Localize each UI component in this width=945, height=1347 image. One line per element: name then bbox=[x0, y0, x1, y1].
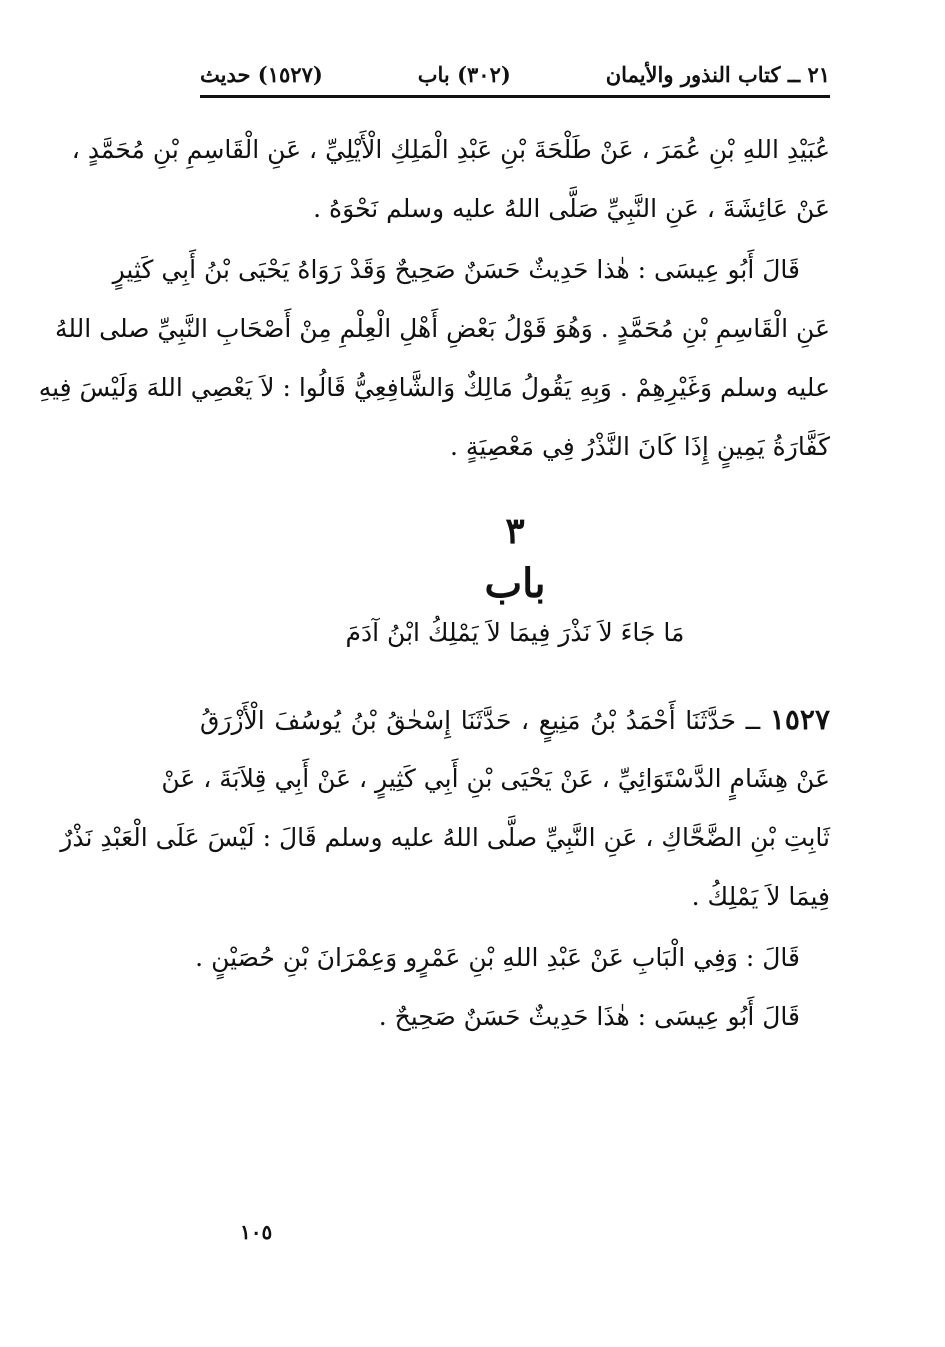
hadith-number: ١٥٢٧ bbox=[769, 703, 830, 736]
text-line: قَالَ : وَفِي الْبَابِ عَنْ عَبْدِ اللهِ بْنِ عَمْرٍو وَعِمْرَانَ بْنِ حُصَيْنٍ . bbox=[195, 943, 800, 972]
text-line bbox=[200, 690, 830, 749]
header-chapter: (٣٠٢) باب bbox=[417, 61, 511, 87]
text-line: عليه وسلم وَغَيْرِهِمْ . وَبِهِ يَقُولُ مَالِكٌ وَالشَّافِعِيُّ قَالُوا : لاَ يَعْصِي اللهَ وَلَيْسَ فِيهِ bbox=[38, 373, 830, 402]
header-rule bbox=[200, 95, 830, 98]
hadith-1527-notes bbox=[195, 928, 830, 1046]
text-line: فِيمَا لاَ يَمْلِكُ . bbox=[691, 882, 830, 911]
text-line: عَنْ عَائِشَةَ ، عَنِ النَّبِيِّ صَلَّى اللهُ عليه وسلم نَحْوَهُ . bbox=[313, 194, 830, 223]
paragraph-isnad-continuation bbox=[71, 120, 830, 238]
hadith-text: ــ حَدَّثَنَا أَحْمَدُ بْنُ مَنِيعٍ ، حَدَّثَنَا إِسْحٰقُ بْنُ يُوسُفَ الْأَزْرَقُ bbox=[200, 706, 761, 735]
header-book-title: ٢١ ــ كتاب النذور والأيمان bbox=[605, 61, 830, 87]
text-line: ثَابِتِ بْنِ الضَّحَّاكِ ، عَنِ النَّبِيِّ صلَّى اللهُ عليه وسلم قَالَ : لَيْسَ عَلَى الْعَبْدِ نَذْرٌ bbox=[60, 823, 830, 852]
chapter-label: باب bbox=[484, 560, 546, 607]
header-hadith-number: (١٥٢٧) حديث bbox=[200, 61, 323, 87]
running-header bbox=[200, 55, 830, 93]
text-line: عَنِ الْقَاسِمِ بْنِ مُحَمَّدٍ . وَهُوَ قَوْلُ بَعْضِ أَهْلِ الْعِلْمِ مِنْ أَصْحَابِ النَّبِيِّ صلى اللهُ bbox=[54, 314, 830, 343]
text-line: قَالَ أَبُو عِيسَى : هٰذَا حَدِيثٌ حَسَنٌ صَحِيحٌ . bbox=[378, 1002, 800, 1031]
page-number: ١٠٥ bbox=[240, 1220, 273, 1244]
hadith-1527 bbox=[60, 690, 830, 926]
chapter-title: مَا جَاءَ لاَ نَذْرَ فِيمَا لاَ يَمْلِكُ ابْنُ آدَمَ bbox=[345, 618, 685, 647]
text-line: عَنْ هِشَامٍ الدَّسْتَوَائِيِّ ، عَنْ يَحْيَى بْنِ أَبِي كَثِيرٍ ، عَنْ أَبِي قِلاَبَةَ ، عَنْ bbox=[161, 764, 830, 793]
text-line: عُبَيْدِ اللهِ بْنِ عُمَرَ ، عَنْ طَلْحَةَ بْنِ عَبْدِ الْمَلِكِ الْأَيْلِيِّ ، عَنِ الْقَاسِمِ بْنِ مُحَمَّدٍ ، bbox=[71, 135, 830, 164]
text-line: كَفَّارَةُ يَمِينٍ إِذَا كَانَ النَّذْرُ فِي مَعْصِيَةٍ . bbox=[450, 432, 830, 461]
chapter-number: ٣ bbox=[505, 510, 525, 552]
paragraph-abu-isa-comment bbox=[38, 240, 830, 476]
text-line: قَالَ أَبُو عِيسَى : هٰذا حَدِيثٌ حَسَنٌ صَحِيحٌ وَقَدْ رَوَاهُ يَحْيَى بْنُ أَبِي كَثِيرٍ bbox=[112, 255, 800, 284]
